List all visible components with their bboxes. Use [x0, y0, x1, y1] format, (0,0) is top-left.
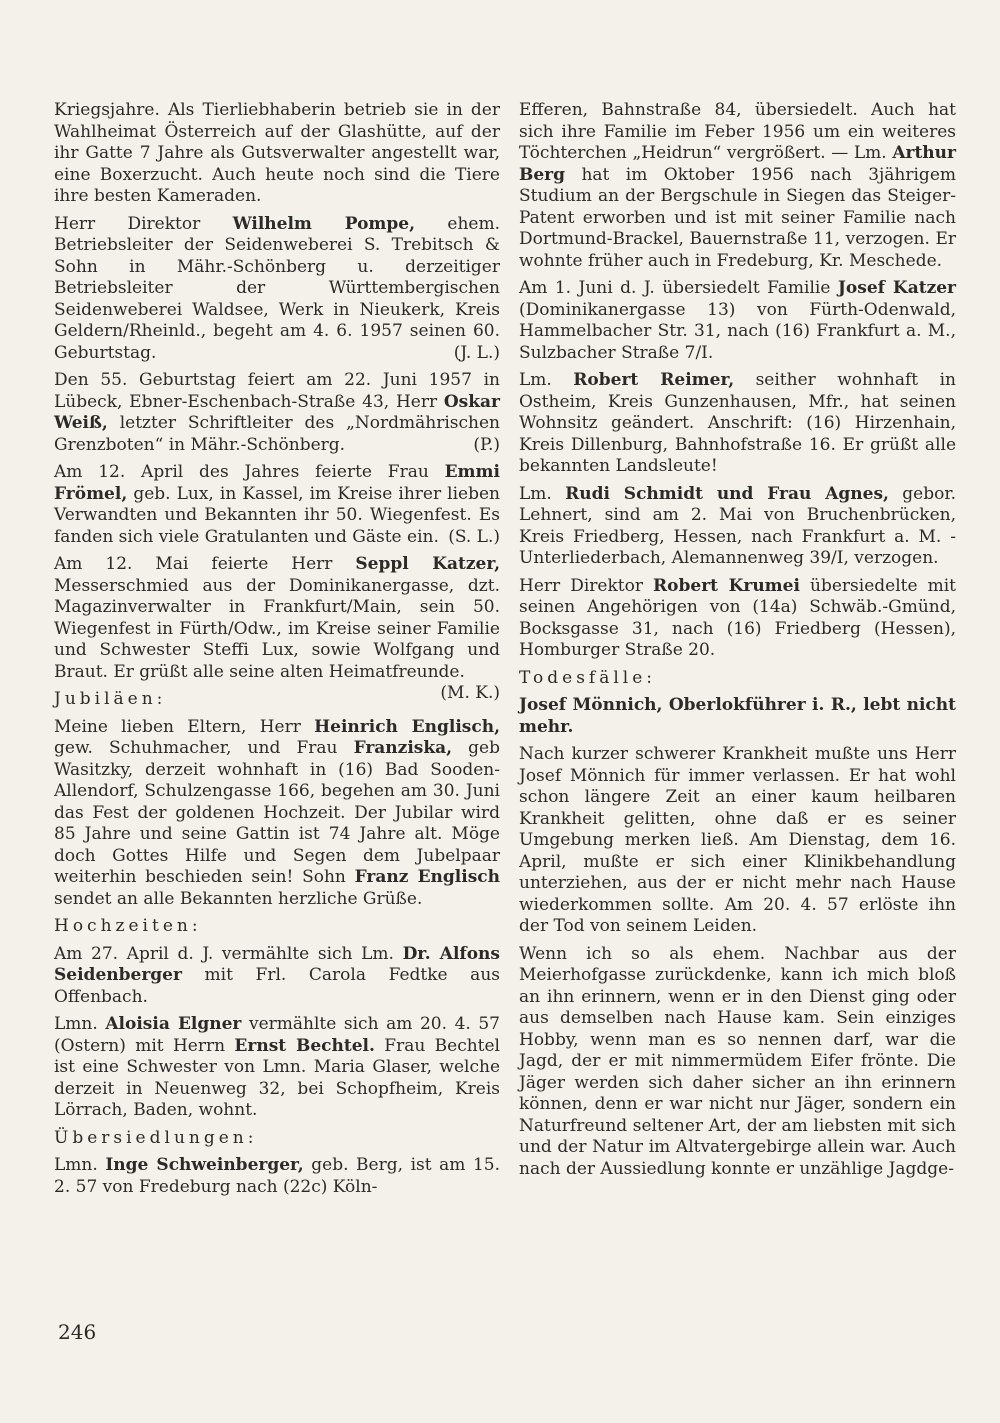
paragraph: Lm. Robert Reimer, seither wohnhaft in Ostheim, Kreis Gunzenhausen, Mfr., hat seinen Wohnsitz geändert. Anschrift: (16) Hirzenhain, Kreis Dillenburg, Bahnhofstraße 16. Er grüßt alle bekannten Landsleute! [519, 370, 956, 476]
person-name: Emmi Frömel, [54, 462, 500, 504]
author-initials: (P.) [473, 434, 500, 455]
paragraph: Meine lieben Eltern, Herr Heinrich Englisch, gew. Schuhmacher, und Frau Franziska, geb Wasitzky, derzeit wohnhaft in (16) Bad Sooden-Allendorf, Schulzengasse 166, begehen am 30. Juni das Fest der goldenen Hochzeit. Der Jubilar wird 85 Jahre und seine Gattin ist 74 Jahre alt. Möge doch Gottes Hilfe und Segen dem Jubelpaar weiterhin beschieden sein! Sohn Franz Englisch sendet an alle Bekannten herzliche Grüße. [54, 716, 501, 909]
paragraph: Lmn. Inge Schweinberger, geb. Berg, ist am 15. 2. 57 von Fredeburg nach (22c) Köln- [54, 1155, 500, 1197]
person-name: Heinrich Englisch, [314, 716, 500, 737]
person-name: Seppl Katzer, [355, 554, 500, 574]
section-heading-uebersiedlungen: Übersiedlungen: [54, 1127, 258, 1148]
author-initials: (M. K.) [440, 683, 500, 703]
person-name: Josef Katzer [837, 278, 956, 298]
paragraph: Herr Direktor Robert Krumei übersiedelte mit seinen Angehörigen von (14a) Schwäb.-Gmünd, Bocksgasse 31, nach (16) Friedberg (Hessen), Homburger Straße 20. [519, 575, 956, 660]
paragraph: Wenn ich so als ehem. Nachbar aus der Meierhofgasse zurückdenke, kann ich mich bloß an ihn erinnern, wenn er in den Dienst ging oder aus demselben nach Hause kam. Sein einziges Hobby, wenn man es so nennen darf, war die Jagd, der er mit nimmermüdem Eifer frönte. Die Jäger werden sich daher sicher an ihn erinnern können, denn er war nicht nur Jäger, sondern ein Naturfreund seltener Art, der am liebsten mit sich und der Natur im Altvatergebirge allein war. Auch nach der Aussiedlung konnte er unzählige Jagdge- [519, 943, 956, 1179]
paragraph: Herr Direktor Wilhelm Pompe, ehem. Betriebsleiter der Seidenweberei S. Trebitsch & Sohn in Mähr.-Schönberg u. derzeitiger Betriebsleiter der Württembergischen Seidenweberei Waldsee, Werk in Nieukerk, Kreis Geldern/Rheinld., begeht am 4. 6. 1957 seinen 60. Geburtstag. (J. L.) [54, 213, 500, 363]
obituary-title: Josef Mönnich, Oberlokführer i. R., lebt nicht mehr. [519, 695, 956, 737]
paragraph: Am 1. Juni d. J. übersiedelt Familie Josef Katzer (Dominikanergasse 13) von Fürth-Odenwald, Hammelbacher Str. 31, nach (16) Frankfurt a. M., Sulzbacher Straße 7/I. [519, 278, 956, 363]
person-name: Aloisia Elgner [105, 1014, 242, 1034]
page-number: 246 [58, 1320, 97, 1344]
person-name: Ernst Bechtel. [234, 1035, 375, 1056]
paragraph: Am 27. April d. J. vermählte sich Lm. Dr. Alfons Seidenberger mit Frl. Carola Fedtke aus Offenbach. [54, 943, 500, 1007]
right-column [519, 100, 956, 1186]
author-initials: (J. L.) [453, 342, 500, 363]
person-name: Rudi Schmidt und Frau Agnes, [565, 483, 889, 504]
paragraph: Kriegsjahre. Als Tierliebhaberin betrieb sie in der Wahlheimat Österreich auf der Glashütte, auf der ihr Gatte 7 Jahre als Gutsverwalter angestellt war, eine Boxerzucht. Auch heute noch sind die Tiere ihre besten Kameraden. [54, 100, 500, 206]
person-name: Oskar Weiß, [54, 391, 500, 433]
paragraph: Lmn. Aloisia Elgner vermählte sich am 20. 4. 57 (Ostern) mit Herrn Ernst Bechtel. Frau Bechtel ist eine Schwester von Lmn. Maria Glaser, welche derzeit in Neuenweg 32, bei Schopfheim, Kreis Lörrach, Baden, wohnt. [54, 1014, 501, 1120]
person-name: Arthur Berg [519, 143, 956, 185]
paragraph: Nach kurzer schwerer Krankheit mußte uns Herr Josef Mönnich für immer verlassen. Er hat wohl schon längere Zeit an einer kaum heilbaren Krankheit gelitten, ohne daß er es seiner Umgebung merken ließ. Am Dienstag, dem 16. April, mußte er sich einer Klinikbehandlung unterziehen, aus der er nicht mehr nach Hause wiederkommen sollte. Am 20. 4. 57 erlöste ihn der Tod von seinem Leiden. [519, 744, 956, 936]
person-name: Franziska, [353, 738, 453, 758]
paragraph: Am 12. Mai feierte Herr Seppl Katzer, Messerschmied aus der Dominikanergasse, dzt. Magazinverwalter in Frankfurt/Main, sein 50. Wiegenfest in Fürth/Odw., im Kreise seiner Familie und Schwester Steffi Lux, sowie Wolfgang und Braut. Er grüßt alle seine alten Heimatfreunde. (M. K.) [54, 554, 500, 703]
section-heading-hochzeiten: Hochzeiten: [54, 916, 202, 936]
person-name: Wilhelm Pompe, [232, 213, 416, 234]
person-name: Inge Schweinberger, [105, 1155, 304, 1175]
paragraph: Lm. Rudi Schmidt und Frau Agnes, gebor. Lehnert, sind am 2. Mai von Bruchenbrücken, Kreis Friedberg, Hessen, nach Frankfurt a. M. - Unterliederbach, Alemannenweg 39/I, verzogen. [519, 483, 956, 568]
paragraph: Den 55. Geburtstag feiert am 22. Juni 1957 in Lübeck, Ebner-Eschenbach-Straße 43, Herr Oskar Weiß, letzter Schriftleiter des „Nordmährischen Grenzboten“ in Mähr.-Schönberg. (P.) [54, 370, 500, 455]
person-name: Robert Reimer, [573, 370, 735, 390]
person-name: Franz Englisch [354, 867, 501, 887]
person-name: Dr. Alfons Seidenberger [54, 943, 500, 985]
paragraph: Am 12. April des Jahres feierte Frau Emmi Frömel, geb. Lux, in Kassel, im Kreise ihrer lieben Verwandten und Bekannten ihr 50. Wiegenfest. Es fanden sich viele Gratulanten und Gäste ein. (S. L.) [54, 462, 500, 547]
author-initials: (S. L.) [448, 526, 500, 547]
section-heading-todesfaelle: Todesfälle: [519, 667, 657, 688]
paragraph: Efferen, Bahnstraße 84, übersiedelt. Auch hat sich ihre Familie im Feber 1956 um ein weiteres Töchterchen „Heidrun“ vergrößert. — Lm. Arthur Berg hat im Oktober 1956 nach 3jährigem Studium an der Bergschule in Siegen das Steiger-Patent erworben und ist mit seiner Familie nach Dortmund-Brackel, Bauernstraße 11, verzogen. Er wohnte früher auch in Fredeburg, Kr. Meschede. [519, 100, 956, 271]
person-name: Robert Krumei [653, 575, 800, 596]
section-heading-jubilaeen: Jubiläen: [54, 689, 167, 709]
left-column [54, 100, 500, 1204]
